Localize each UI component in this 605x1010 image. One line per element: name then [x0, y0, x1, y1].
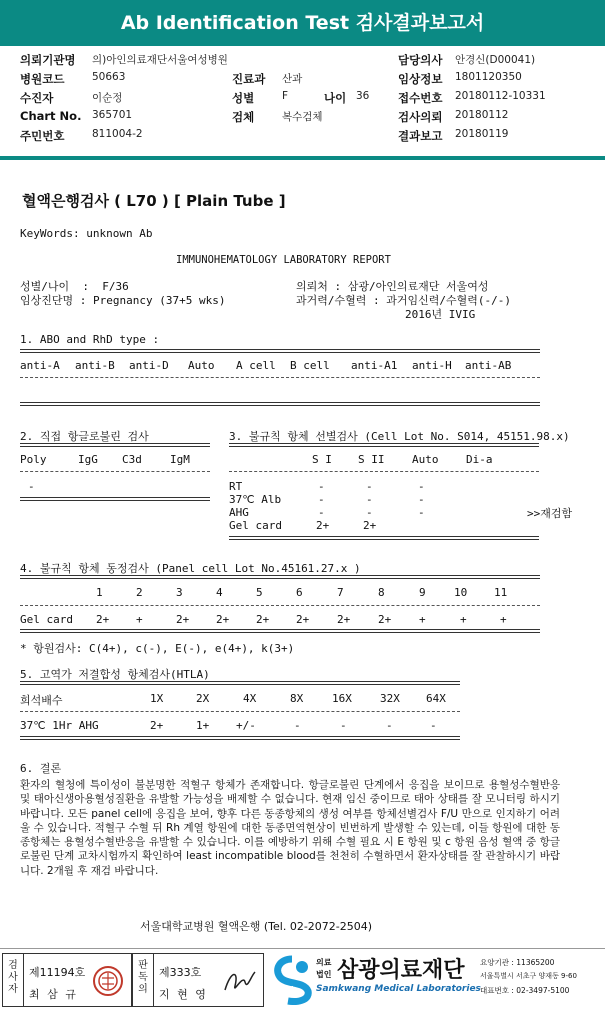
chart-label: Chart No. — [20, 109, 82, 123]
panel-header: 6 — [296, 586, 303, 599]
abo-header: anti-A — [20, 359, 60, 372]
divider-double — [20, 497, 210, 501]
receipt-value: 20180112-10331 — [455, 90, 546, 102]
panel-header: 3 — [176, 586, 183, 599]
panel-header: 11 — [494, 586, 508, 599]
panel-row-label: Gel card — [20, 613, 73, 626]
abo-header: anti-AB — [465, 359, 512, 372]
panel-header: 5 — [256, 586, 263, 599]
panel-cell: + — [500, 613, 507, 626]
panel-header: 10 — [454, 586, 468, 599]
panel-title: 4. 불규칙 항체 동정검사 (Panel cell Lot No.45161.27.x ) — [20, 562, 361, 575]
screen-header: Di-a — [466, 453, 493, 466]
panel-cell: 2+ — [96, 613, 110, 626]
department-value: 산과 — [282, 73, 303, 85]
screen-cell: - — [366, 506, 373, 519]
htla-header: 2X — [196, 692, 210, 705]
org-prefix: 법인 — [316, 970, 332, 979]
header-row — [0, 109, 605, 126]
panel-cell: 2+ — [216, 613, 230, 626]
abo-header: anti-B — [75, 359, 115, 372]
keywords: KeyWords: unknown Ab — [20, 227, 153, 240]
divider-dashed — [20, 471, 210, 472]
chart-value: 365701 — [92, 109, 133, 121]
dat-header: Poly — [20, 453, 47, 466]
diagnosis-line: 임상진단명 : Pregnancy (37+5 wks) — [20, 294, 226, 307]
abo-header: B cell — [290, 359, 330, 372]
divider-double — [20, 681, 460, 685]
org-phone: 대표번호 : 02-3497-5100 — [480, 986, 570, 995]
screen-cell: - — [318, 493, 325, 506]
divider — [23, 954, 24, 1006]
divider-dashed — [229, 471, 539, 472]
clinical-info-value: 1801120350 — [455, 71, 522, 83]
abo-title: 1. ABO and RhD type : — [20, 333, 160, 346]
screen-header: Auto — [412, 453, 439, 466]
tester-id: 제11194호 — [29, 966, 86, 979]
abo-header: anti-H — [412, 359, 452, 372]
tester-box — [2, 953, 132, 1007]
screen-cell: - — [366, 480, 373, 493]
screen-note: >>재검함 — [527, 507, 573, 520]
htla-row-label: 37℃ 1Hr AHG — [20, 719, 99, 732]
resident-value: 811004-2 — [92, 128, 143, 140]
org-english-name: Samkwang Medical Laboratories — [316, 984, 481, 994]
signature-icon — [221, 964, 259, 1000]
history-line-2: 2016년 IVIG — [405, 308, 476, 321]
report-date-value: 20180119 — [455, 128, 509, 140]
requester-line: 의뢰처 : 삼광/아인의료재단 서울여성 — [296, 280, 489, 293]
org-code: 요양기관 : 11365200 — [480, 958, 555, 967]
lab-report-title: IMMUNOHEMATOLOGY LABORATORY REPORT — [176, 254, 391, 266]
tester-name: 최 삼 규 — [29, 988, 78, 1001]
requester-value: 의)아인의료재단서울여성병원 — [92, 54, 228, 66]
panel-cell: + — [460, 613, 467, 626]
divider-double — [20, 629, 540, 633]
screen-title: 3. 불규칙 항체 선별검사 (Cell Lot No. S014, 45151.98.x) — [229, 430, 570, 443]
header-row — [0, 52, 605, 69]
htla-header: 16X — [332, 692, 352, 705]
header-row — [0, 71, 605, 88]
panel-cell: 2+ — [337, 613, 351, 626]
divider-double — [20, 402, 540, 406]
report-date-label: 결과보고 — [398, 129, 443, 143]
age-value: 36 — [356, 90, 370, 102]
header-row — [0, 90, 605, 107]
dat-header: IgG — [78, 453, 98, 466]
sex-label: 성별 — [232, 91, 255, 105]
org-logo-text: SML — [279, 985, 296, 993]
htla-header: 4X — [243, 692, 257, 705]
screen-cell: - — [366, 493, 373, 506]
abo-header: Auto — [188, 359, 215, 372]
screen-header: S II — [358, 453, 385, 466]
specimen-label: 검체 — [232, 110, 255, 124]
divider-dashed — [20, 711, 460, 712]
htla-cell: 1+ — [196, 719, 210, 732]
panel-cell: 2+ — [176, 613, 190, 626]
report-title: Ab Identification Test 검사결과보고서 — [0, 0, 605, 46]
history-line: 과거력/수혈력 : 과거임신력/수혈력(-/-) — [296, 294, 511, 307]
divider-dashed — [20, 605, 540, 606]
htla-title: 5. 고역가 저결합성 항체검사(HTLA) — [20, 668, 210, 681]
panel-cell: + — [136, 613, 143, 626]
screen-row-label: RT — [229, 480, 243, 493]
divider-double — [20, 443, 210, 447]
screen-row-label: AHG — [229, 506, 249, 519]
request-date-value: 20180112 — [455, 109, 509, 121]
tester-label: 검사자 — [8, 960, 18, 995]
screen-cell: - — [418, 506, 425, 519]
report-footer — [0, 948, 605, 1010]
patient-info-panel — [0, 48, 605, 160]
panel-cell: 2+ — [378, 613, 392, 626]
approver-label: 판독의 — [138, 960, 148, 995]
specimen-value: 복수검체 — [282, 111, 323, 123]
lab-signature: 서울대학교병원 혈액은행 (Tel. 02-2072-2504) — [140, 920, 373, 933]
dat-header: IgM — [170, 453, 190, 466]
org-name: 삼광의료재단 — [337, 958, 465, 983]
htla-header: 64X — [426, 692, 446, 705]
divider-double — [20, 575, 540, 579]
resident-label: 주민번호 — [20, 129, 65, 143]
panel-cell: + — [419, 613, 426, 626]
org-prefix: 의료 — [316, 958, 332, 967]
hospital-code-value: 50663 — [92, 71, 126, 83]
abo-header: anti-D — [129, 359, 169, 372]
requester-label: 의뢰기관명 — [20, 53, 76, 67]
screen-row-label: 37℃ Alb — [229, 493, 282, 506]
divider-double — [20, 349, 540, 353]
seal-stamp-icon — [91, 964, 125, 998]
panel-header: 2 — [136, 586, 143, 599]
sex-value: F — [282, 90, 289, 102]
htla-cell: - — [294, 719, 301, 732]
screen-row-label: Gel card — [229, 519, 282, 532]
divider-dashed — [20, 377, 540, 378]
hospital-code-label: 병원코드 — [20, 72, 65, 86]
divider-double — [229, 536, 539, 540]
doctor-label: 담당의사 — [398, 53, 443, 67]
receipt-label: 접수번호 — [398, 91, 443, 105]
dat-value: - — [28, 480, 35, 493]
clinical-info-label: 임상정보 — [398, 72, 443, 86]
screen-cell: - — [418, 480, 425, 493]
htla-header: 1X — [150, 692, 164, 705]
conclusion-text: 환자의 혈청에 특이성이 불분명한 적혈구 항체가 존재합니다. 항글로불린 단계에서 응집을 보이므로 용혈성수혈반응 및 태아신생아용혈성질환을 유발할 가능성을 배제할 수 없습니다. 현재 임신 중이므로 태아 상태를 잘 모니터링 하시기 바랍니다. 모든 panel cell에 응집을 보여, 향후 다른 동종항체의 생성 여부를 항체선별검사 F/U 만으로 인지하기 어려울 수 있습니다. 적혈구 수혈 뒤 Rh 계열 항원에 대한 동종면역현상이 빈번하게 발생할 수 있는데, 이들 항원에 대한 동종항체는 용혈성수혈반응을 유발할 수 있습니다. 이를 예방하기 위해 수혈 필요 시 E 항원 및 c 항원 음성 혈액 중 항글로불린 단계 교차시험까지 확인하여 least incompatible blood를 천천히 수혈하면서 환자상태를 잘 관찰하시기 바랍니다. 2개월 후 재검 바랍니다. — [20, 779, 560, 877]
panel-header: 1 — [96, 586, 103, 599]
panel-header: 4 — [216, 586, 223, 599]
panel-header: 9 — [419, 586, 426, 599]
antigen-note: * 항원검사: C(4+), c(-), E(-), e(4+), k(3+) — [20, 642, 295, 655]
divider-double — [20, 736, 460, 740]
age-label: 나이 — [324, 91, 347, 105]
screen-cell: - — [418, 493, 425, 506]
approver-name: 지 현 영 — [159, 988, 208, 1001]
patient-value: 이순정 — [92, 92, 123, 104]
htla-cell: - — [430, 719, 437, 732]
org-address: 서울특별시 서초구 양재동 9-60 — [480, 972, 577, 980]
request-date-label: 검사의뢰 — [398, 110, 443, 124]
screen-header: S I — [312, 453, 332, 466]
htla-header: 8X — [290, 692, 304, 705]
doctor-value: 안경신(D00041) — [455, 54, 536, 66]
panel-cell: 2+ — [296, 613, 310, 626]
htla-header: 32X — [380, 692, 400, 705]
patient-label: 수진자 — [20, 91, 54, 105]
divider-double — [229, 443, 539, 447]
report-body — [0, 170, 605, 950]
htla-cell: - — [340, 719, 347, 732]
htla-cell: +/- — [236, 719, 256, 732]
dat-title: 2. 직접 항글로불린 검사 — [20, 430, 149, 443]
screen-cell: - — [318, 480, 325, 493]
panel-cell: 2+ — [256, 613, 270, 626]
screen-cell: - — [318, 506, 325, 519]
header-row — [0, 128, 605, 145]
screen-cell: 2+ — [316, 519, 330, 532]
screen-cell: 2+ — [363, 519, 377, 532]
htla-header-label: 희석배수 — [20, 694, 63, 707]
sex-age-line: 성별/나이 : F/36 — [20, 280, 129, 293]
panel-header: 8 — [378, 586, 385, 599]
conclusion-title: 6. 결론 — [20, 762, 62, 775]
header-divider — [0, 156, 605, 160]
dat-header: C3d — [122, 453, 142, 466]
approver-id: 제333호 — [159, 966, 202, 979]
htla-cell: 2+ — [150, 719, 164, 732]
organization-logo-icon — [270, 955, 314, 1005]
department-label: 진료과 — [232, 72, 266, 86]
panel-header: 7 — [337, 586, 344, 599]
abo-header: A cell — [236, 359, 276, 372]
htla-cell: - — [386, 719, 393, 732]
approver-box — [132, 953, 264, 1007]
abo-header: anti-A1 — [351, 359, 398, 372]
section-title: 혈액은행검사 ( L70 ) [ Plain Tube ] — [22, 192, 286, 210]
divider — [153, 954, 154, 1006]
